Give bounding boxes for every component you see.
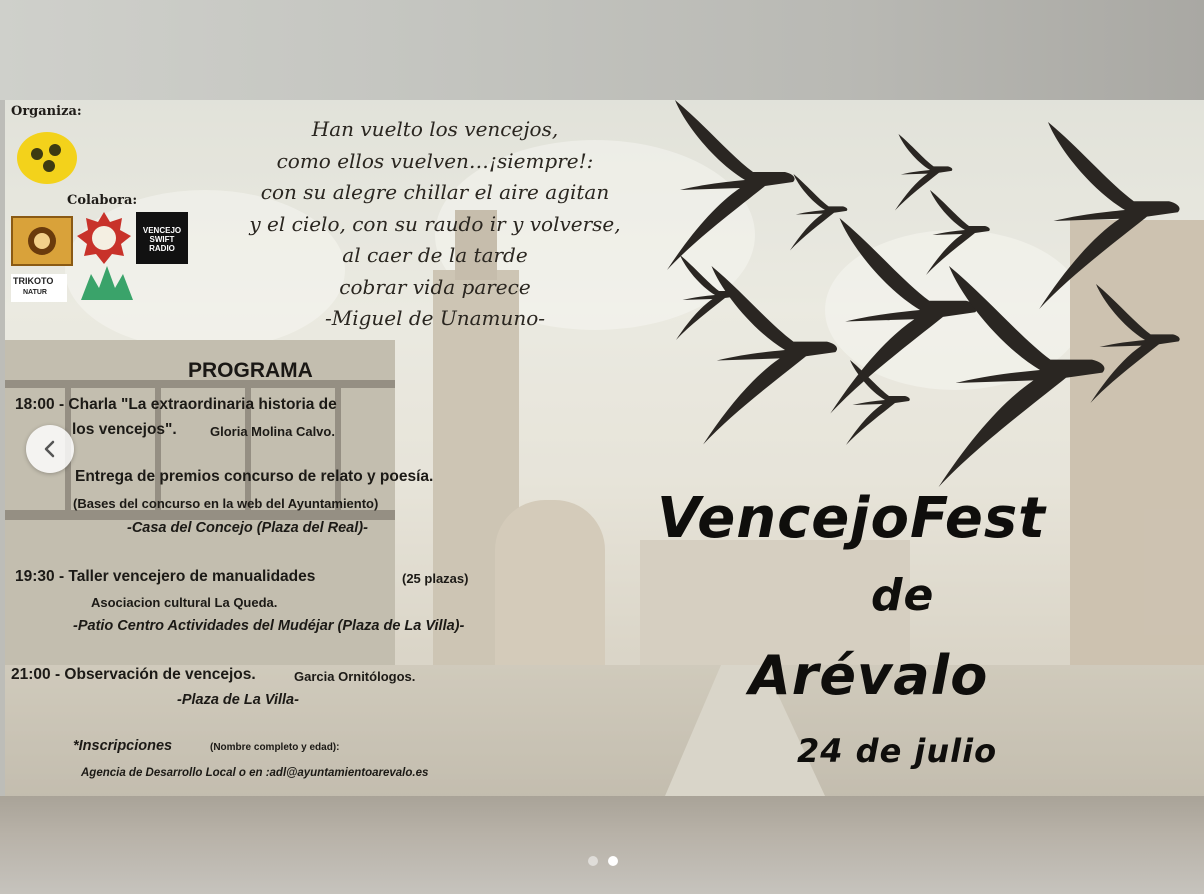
poem-author: -Miguel de Unamuno-: [324, 306, 546, 330]
event-3-title: 19:30 - Taller vencejero de manualidades: [15, 568, 316, 585]
carousel-dot-1[interactable]: [588, 856, 598, 866]
registration-contact: Agencia de Desarrollo Local o en :adl@ayuntamientoarevalo.es: [81, 767, 429, 779]
event-3-capacity: (25 plazas): [402, 571, 469, 586]
poem-line: cobrar vida parece: [339, 274, 531, 299]
collaborator-logo-green: [81, 264, 133, 304]
event-2-title: Entrega de premios concurso de relato y poesía.: [75, 468, 434, 485]
poem-line: y el cielo, con su raudo ir y volverse,: [249, 211, 621, 236]
event-1-subtitle: los vencejos".: [72, 421, 177, 438]
event-1-speaker: Gloria Molina Calvo.: [210, 424, 335, 439]
swift-bird: [667, 100, 795, 270]
poem-line: como ellos vuelven…¡siempre!:: [276, 148, 594, 173]
swift-bird: [939, 266, 1105, 487]
swift-bird: [790, 174, 847, 251]
swift-bird: [1090, 284, 1179, 403]
trikoto-natur-logo: TRIKOTO NATUR: [11, 274, 67, 302]
event-title-de: de: [871, 570, 935, 621]
event-city: Arévalo: [749, 644, 989, 707]
event-3-venue: -Patio Centro Actividades del Mudéjar (Plaza de La Villa)-: [73, 618, 465, 634]
chevron-left-icon: [40, 439, 60, 459]
swift-bird: [895, 134, 952, 211]
program-title: PROGRAMA: [188, 359, 313, 382]
swift-bird: [846, 360, 910, 445]
carousel-dot-2-active[interactable]: [608, 856, 618, 866]
event-1-title: 18:00 - Charla "La extraordinaria historia de: [15, 396, 337, 413]
poem-line: Han vuelto los vencejos,: [311, 117, 559, 141]
poem-line: con su alegre chillar el aire agitan: [260, 180, 610, 204]
event-4-venue: -Plaza de La Villa-: [177, 692, 299, 708]
vencejo-swift-radio-logo: VENCEJO SWIFT RADIO: [136, 212, 188, 264]
event-title: VencejoFest: [657, 486, 1046, 551]
organizer-logo: [15, 126, 79, 186]
carousel-previous-button[interactable]: [26, 425, 74, 473]
registration-label: *Inscripciones: [73, 738, 173, 754]
swift-bird: [1039, 122, 1179, 309]
swift-bird: [926, 190, 990, 275]
event-poster-image: [5, 100, 1204, 796]
organizer-heading: Organiza:: [11, 104, 82, 119]
event-4-organizer: Garcia Ornitólogos.: [294, 669, 416, 684]
event-3-organizer: Asociacion cultural La Queda.: [91, 595, 278, 610]
event-4-title: 21:00 - Observación de vencejos.: [11, 666, 256, 683]
event-2-note: (Bases del concurso en la web del Ayuntamiento): [73, 496, 379, 511]
collaborators-heading: Colabora:: [67, 193, 138, 208]
collaborator-logo-seal: [77, 212, 131, 264]
blurred-background-top: [0, 0, 1204, 100]
event-date: 24 de julio: [797, 732, 998, 770]
carousel-pagination: [588, 856, 622, 868]
blurred-background-bottom: [0, 796, 1204, 894]
poem-line: al caer de la tarde: [342, 243, 528, 267]
event-2-venue: -Casa del Concejo (Plaza del Real)-: [127, 520, 368, 536]
collaborator-logo-shield: [11, 216, 73, 266]
registration-note: (Nombre completo y edad):: [210, 742, 340, 753]
poem-block: [185, 114, 685, 335]
